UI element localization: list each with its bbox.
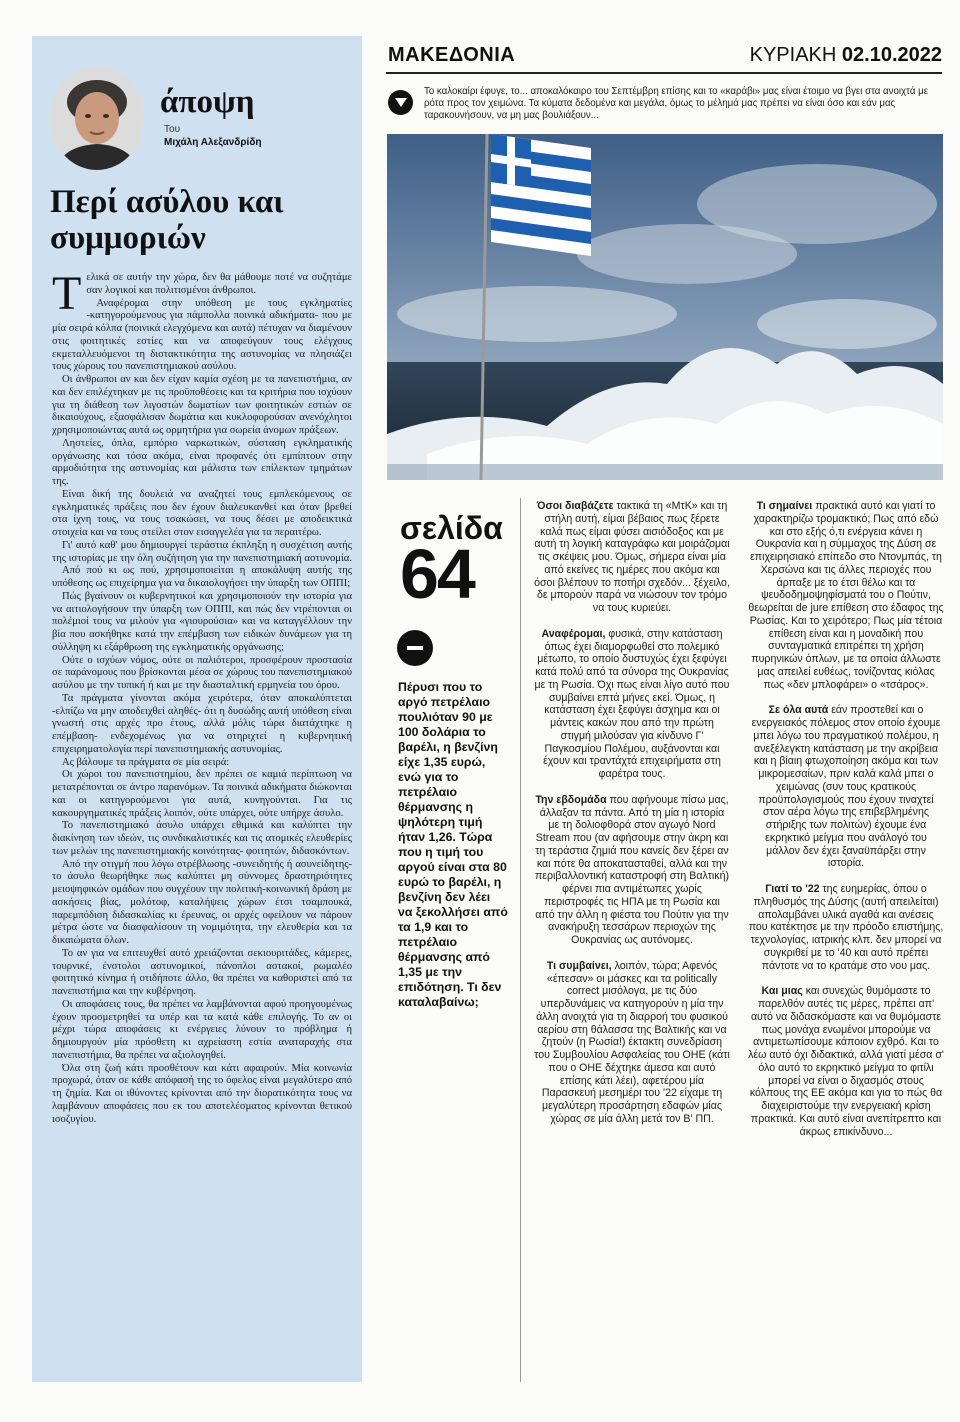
opinion-headline: Περί ασύλου και συμμοριών — [50, 184, 284, 256]
article-paragraph — [534, 794, 730, 947]
body-paragraph: Το αν για να επιτευχθεί αυτό χρειάζονται σεκιουριτάδες, κάμερες, τουρνικέ, ένστολοι αστυνομικοί, πάνοπλοι αστακοί, ρωμαλέο φοιτητικό κίνημα ή οτιδήποτε άλλο, θα πρέπει να καθοριστεί από τα πανεπιστήμια και την κυβέρνηση. — [52, 947, 352, 997]
opinion-body — [52, 267, 352, 1126]
paragraph-lead: Τι σημαίνει — [756, 500, 813, 512]
section-kicker: άποψη — [160, 84, 255, 120]
first-paragraph — [52, 267, 352, 320]
body-paragraph: Πώς βγαίνουν οι κυβερνητικοί και χρησιμοποιούν την ιστορία για να αιτιολογήσουν την ύπαρξη των ΟΠΠΙ, και πώς δεν ντρέπονται οι πολέμιοί τους να μιλούν για «γιουρούσια» και να καταγγέλλουν την βία που ασκήθηκε κατά την επέμβαση των ειδικών δυνάμεων για τη σύλληψη κι εξάρθρωση της εγκληματικής οργάνωσης; — [52, 590, 352, 653]
body-paragraph: Από την στιγμή που λόγω στρέβλωσης -συνειδητής ή ασυνείδητης- το άσυλο θεωρήθηκε πως καλύπτει μη σύννομες δραστηριότητες μειοψηφικών ομάδων που συγχέουν την πολιτική-κοινωνική δράση με ασκήσεις βίας, μολότοφ, καταλήψεις χώρων έτσι τσαμπουκά, παρεμπόδιση διδασκαλίας κι έρευνας, οι αρχές οφείλουν να πάρουν μέτρα ώστε να διασφαλίσουν τη νομιμότητα, την ελευθερία και τα δικαιώματα όλων. — [52, 858, 352, 946]
author-photo — [50, 66, 144, 170]
body-paragraph: Ούτε ο ισχύων νόμος, ούτε οι παλιότεροι, προσφέρουν προστασία σε παράνομους που βρίσκονται μέσα σε χώρους του πανεπιστημιακού ασύλου με την τυπική ή και με την διασταλτική ερμηνεία του όρου. — [52, 654, 352, 691]
page-ref-number: 64 — [400, 535, 474, 613]
article-paragraph — [534, 628, 730, 781]
body-paragraph: Το πανεπιστημιακό άσυλο υπάρχει εθιμικά και καλύπτει την διακίνηση των ιδεών, τις συνδικαλιστικές και τις ατομικές ελευθερίες των μελών της πανεπιστημιακής κοινότητας- φοιτητών, διδασκόντων. — [52, 820, 352, 857]
paragraph-text: λοιπόν, τώρα; Αφενός «έπεσαν» οι μάσκες και τα politically correct μισόλογα, με τις δύο υπερδυνάμεις να κατηγορούν η μία την άλλη ανοιχτά για τη διαρροή του φυσικού αερίου στη θάλασσα της Βαλτικής και να ζητούν (η Ρωσία!) έκτακτη συνεδρίαση του Συμβουλίου Ασφαλείας του ΟΗΕ (κάτι που ο ΟΗΕ δέχτηκε άμεσα και αυτό επίσης κάτι λέει), αφετέρου μία Παρασκευή μεσημέρι του '22 είχαμε τη μεγαλύτερη προσάρτηση εδαφών μίας χώρας σε μία άλλη μετά τον Β' ΠΠ. — [534, 959, 730, 1125]
page-ref-aside: Πέρυσι που το αργό πετρέλαιο πουλιόταν 90 με 100 δολάρια το βαρέλι, η βενζίνη είχε 1,35 ευρώ, ενώ για το πετρέλαιο θέρμανσης η ψηλότερη τιμή ήταν 1,26. Τώρα που η τιμή του αργού είναι στα 80 ευρώ το βαρέλι, η βενζίνη δεν λέει να ξεκολλήσει από τα 1,9 και το πετρέλαιο θέρμανσης από 1,35 με την επιδότηση. Τι δεν καταλαβαίνω; — [398, 680, 508, 1009]
article-paragraph — [748, 883, 944, 972]
author-name: Μιχάλη Αλεξανδρίδη — [164, 137, 262, 148]
paragraph-text: φυσικά, στην κατάσταση όπως έχει διαμορφωθεί στο πολεμικό μέτωπο, το οποίο δυστυχώς έχει ξεφύγει κατά πολύ από τα σύνορα της Ουκρανίας με τη Ρωσία. Όχι πως είναι λίγο αυτό που συμβαίνει επτά μήνες εκεί. Όμως, η κατάσταση έχει ξεφύγει άσχημα και οι μάντεις κακών που από την πρώτη στιγμή μιλούσαν για κίνδυνο Γ' Παγκοσμίου Πολέμου, αυξάνονται και έχουν και τραντάχτά επιχειρήματα στη φαρέτρα τους. — [534, 627, 730, 780]
body-paragraph: Είναι δική της δουλειά να αναζητεί τους εμπλεκόμενους σε εγκληματικές πράξεις που δεν έχουν διαλευκανθεί και όταν βρεθεί στα ίχνη τους, να τους τσακώσει, να τους δέσει με αποδεικτικά στοιχεία και να τους στείλει στον εισαγγελέα για τα περαιτέρω. — [52, 488, 352, 538]
paragraph-lead: Γιατί το '22 — [765, 883, 820, 895]
body-paragraph: Τα πράγματα γίνονται ακόμα χειρότερα, όταν αποκαλύπτεται -ελπίζω να μην αποδειχθεί αληθές- ότι η δυσώδης αυτή υπόθεση είναι γνωστή στις αρχές προ έτους, αλλά μόλις τώρα διατάχτηκε η επέμβαση- ενδεχομένως για να στηριχτεί η κυβερνητική επιχειρηματολογία περί πανεπιστημιακής αστυνομίας. — [52, 692, 352, 755]
body-paragraph: Από πού κι ως πού, χρησιμοποιείται η αποκάλυψη αυτής της υπόθεσης ως επιχείρημα για να δικαιολογήσει την ύπαρξη των ΟΠΠΙ; — [52, 565, 352, 589]
sea-flag-illustration — [387, 134, 943, 480]
article-paragraph — [748, 500, 944, 691]
body-paragraph: Οι άνθρωποι αν και δεν είχαν καμία σχέση με τα πανεπιστήμια, αν και δεν επιλέχτηκαν με τις προϋποθέσεις και τα κριτήρια που ισχύουν για τη διάθεση των λιγοστών δωματίων των φοιτητικών εστιών σε δικαιούχους, εξασφάλισαν δωμάτια και κυκλοφορούσαν ανενόχλητοι χρησιμοποιώντας αυτά ως ορμητήρια για σωρεία άνομων πράξεων. — [52, 374, 352, 436]
body-paragraph: Οι αποφάσεις τους, θα πρέπει να λαμβάνονται αφού προηγουμένως έχουν προσμετρηθεί τα υπέρ και τα κατά κάθε επιλογής. Το αν οι μέχρι τώρα αποφάσεις κι ενέργειες λύνουν το πρόβλημα ή δημιουργούν μία πρόσθετη κι αχρείαστη εστία αναταραχής στα πανεπιστήμια, θα πρέπει να αξιολογηθεί. — [52, 998, 352, 1061]
paragraph-text: της ευημερίας, όπου ο πληθυσμός της Δύσης (αυτή απειλείται) απολαμβάνει υλικά αγαθά και ανέσεις που κατέκτησε με την πρόοδο επιστήμης, τεχνολογίας, ιατρικής κλπ. δεν μπορεί να συγκριθεί με το '40 και αυτό πρέπει πάντοτε να το κρατάμε στο νου μας. — [748, 883, 944, 972]
paragraph-text: τακτικά τη «ΜτΚ» και τη στήλη αυτή, είμαι βέβαιος πως ξέρετε καλά πως είμαι φύσει αισιόδοξος και με αυτή τη λογική καταγράφω και μοιράζομαι τις σκέψεις μου. Όμως, σήμερα είναι μία από εκείνες τις ημέρες που ακόμα και όσοι βλέπουν το ποτήρι σχεδόν... ξέχειλο, δε μπορούν παρά να νιώσουν τον τρόμο να τους κυριεύει. — [534, 500, 730, 614]
article-paragraph — [748, 985, 944, 1138]
opinion-column — [32, 36, 362, 1382]
paragraph-text: και συνεχώς θυμόμαστε το παρελθόν αυτές τις μέρες, πρέπει απ' αυτό να διδασκόμαστε και να θυμόμαστε πως μονάχα ενωμένοι μπορούμε να αντιμετωπίσουμε κάποιον εχθρό. Και το λέω αυτό όχι διδακτικά, αλλά γιατί μέσα σ' όλο αυτό το εκρηκτικό μείγμα το φιτίλι μπορεί να είναι ο διχασμός στους κόλπους της ΕΕ ακόμα και για το πώς θα διαχειριστούμε την ενεργειακή κρίση πρακτικά. Και αυτό είναι ανεπίτρεπτο και άκρως επικίνδυνο... — [748, 985, 944, 1138]
section-name: ΜΑΚΕΔΟΝΙΑ — [388, 44, 516, 66]
paragraph-text: πρακτικά αυτό και γιατί το χαρακτηρίζω τρομακτικό; Πως από εδώ και στο εξής ό,τι ενέργεια κάνει η Ουκρανία και η σύμμαχος της Δύση σε επιχειρησιακό επίπεδο στο Ντονμπάς, τη Χερσώνα και τις άλλες περιοχές που άρπαξε με το έτσι θέλω και τα ψευδοδημοψηφίσματά του ο Πούτιν, θεωρείται de jure επίθεση στο έδαφος της Ρωσίας. Και το χειρότερο; Πως μία τέτοια επίθεση είναι και η μοναδική που συνταγματικά επιτρέπει τη χρήση πυρηνικών όπλων, με τα οποία άλλωστε μας απειλεί ευθέως, τονίζοντας κιόλας πως «δεν μπλοφάρει» ο «τσάρος». — [748, 500, 944, 691]
dateline-day: ΚΥΡΙΑΚΗ — [749, 44, 837, 66]
article-column-2 — [534, 500, 730, 1139]
paragraph-lead: Και μιας — [761, 985, 803, 998]
body-paragraph: Αναφέρομαι στην υπόθεση με τους εγκληματίες -κατηγορούμενους για πάμπολλα ποινικά αδικήματα- που με μία σειρά κόλπα (ποινικά ελεγχόμενα και αυτά) πέτυχαν να διαμένουν στις φοιτητικές εστίες και να αποφεύγουν τους ελέγχους εκμεταλλευόμενοι τη διστακτικότητα της αστυνομίας να πλησιάζει τους χώρους του πανεπιστημιακού ασύλου. — [52, 297, 352, 373]
paragraph-lead: Την εβδομάδα — [535, 793, 607, 806]
sea-flag-photo — [387, 134, 943, 480]
column-rule — [520, 498, 521, 1382]
header-rule — [386, 72, 942, 74]
article-paragraph — [534, 960, 730, 1126]
body-paragraph: Όλα στη ζωή κάτι προσθέτουν και κάτι αφαιρούν. Μία κοινωνία προχωρά, όταν σε κάθε απόφασή της το όφελος είναι μεγαλύτερο από τη ζημία. Και οι ιθύνοντες κρίνονται από την διορατικότητα τους να λαμβάνουν αποφάσεις που εκ του αποτελέσματος κρίνονται θετικού ισοζυγίου. — [52, 1062, 352, 1125]
minus-icon — [397, 630, 433, 666]
paragraph-text: που αφήνουμε πίσω μας, άλλαξαν τα πάντα. Από τη μία η ιστορία με τη δολιοφθορά στον αγωγό Nord Stream που (αν αφήσουμε στην άκρη και τη τεράστια ζημιά που κανείς δεν ξέρει αν και πότε θα αποκατασταθεί, αλλά και την περιβαλλοντική καταστροφή στη Βαλτική) φέρνει πια αντιμέτωπες χωρίς περιστροφές τις ΗΠΑ με τη Ρωσία και από την άλλη η φιέστα του Πούτιν για την ανακήρυξη τεσσάρων περιοχών της Ουκρανίας ως αυτόνομες. — [534, 793, 730, 946]
article-paragraph — [748, 704, 944, 870]
paragraph-text: εάν προστεθεί και ο ενεργειακός πόλεμος στον οποίο έχουμε μπει λόγω του πραγματικού πολέμου, η ανεξέλεγκτη κατάσταση με την ακρίβεια και η βίαιη φτωχοποίηση ακόμα και των μικρομεσαίων, πριν καλά καλά μπει ο χειμώνας (συν τους κρατικούς προϋπολογισμούς που έχουν τιναχτεί στον αέρα λόγω της επιβεβλημένης στήριξης των πολιτών) έχουμε ένα εκρηκτικό μείγμα που ανάλογό του μάλλον δεν έχει ξαναϋπάρξει στην ιστορία. — [751, 704, 941, 870]
author-portrait-illustration — [50, 66, 144, 170]
body-paragraph: Γι' αυτό καθ' μου δημιουργεί τεράστια έκπληξη η συσχέτιση αυτής της ιστορίας με την όλη συζήτηση για την πανεπιστημιακή αστυνομία. — [52, 539, 352, 564]
body-paragraph: Ας βάλουμε τα πράγματα σε μία σειρά: — [62, 756, 230, 768]
dateline-date: 02.10.2022 — [841, 44, 942, 66]
caption-arrow-icon — [388, 90, 413, 115]
article-column-3 — [748, 500, 944, 1151]
body-paragraph: Ληστείες, όπλα, εμπόριο ναρκωτικών, σύσταση εγκληματικής οργάνωσης και τόσα ακόμα, είναι προφανές ότι εμπίπτουν στην αρμοδιότητα της αστυνομίας και μάλιστα των επίλεκτων τμημάτων της. — [52, 437, 352, 487]
paragraph-lead: Αναφέρομαι, — [541, 627, 606, 640]
photo-caption: Το καλοκαίρι έφυγε, το... αποκαλόκαιρο του Σεπτέμβρη επίσης και το «καράβι» μας είναι έτοιμο να βγει στα ανοιχτά με ρότα προς τον χειμώνα. Τα κύματα δεδομένα και μεγάλα, όμως το μέλημά μας πρέπει να είναι όσο και εάν μας ταρακουνήσουν, να μη μας βουλιάξουν... — [424, 86, 929, 121]
paragraph-lead: Τι συμβαίνει, — [546, 959, 612, 972]
page-ref-label: σελίδα — [400, 510, 503, 546]
article-paragraph — [534, 500, 730, 615]
paragraph-lead: Όσοι διαβάζετε — [536, 500, 614, 512]
paragraph-lead: Σε όλα αυτά — [768, 704, 829, 717]
dateline — [750, 44, 942, 67]
first-paragraph-text: ελικά σε αυτήν την χώρα, δεν θα μάθουμε ποτέ να συζητάμε σαν λογικοί και πολιτισμένοι άνθρωποι. — [86, 272, 352, 296]
byline-prefix: Του — [164, 124, 181, 135]
drop-cap: Τ — [52, 267, 82, 320]
body-paragraph: Οι χώροι του πανεπιστημίου, δεν πρέπει σε καμιά περίπτωση να μετατρέπονται σε άντρο παρανόμων. Τα ποινικά αδικήματα διώκονται και οι κατηγορούμενοι για αυτά, κυνηγούνται. Για τις κακουργηματικές πράξεις λοιπόν, ούτε υπάρχει, ούτε υπήρχε άσυλο. — [52, 769, 352, 819]
